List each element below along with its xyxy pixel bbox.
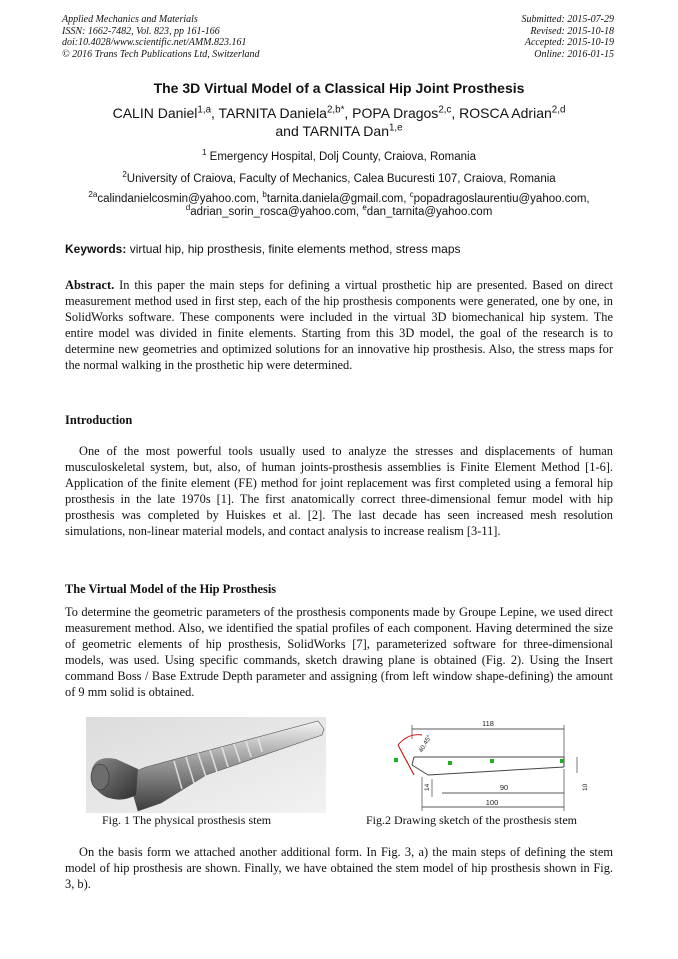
keywords-label: Keywords: (65, 242, 127, 256)
author-superscript: 2,c (438, 104, 452, 116)
fig1-caption: Fig. 1 The physical prosthesis stem (102, 813, 272, 827)
affiliation-superscript: 2 (122, 170, 127, 180)
email-superscript: d (185, 203, 191, 213)
email-address[interactable]: calindanielcosmin@yahoo.com, (97, 193, 263, 205)
author-superscript: 2,d (551, 104, 566, 116)
email-list (60, 190, 618, 219)
copyright-line: © 2016 Trans Tech Publications Ltd, Switzerland (62, 48, 260, 60)
constraint-marker (448, 761, 452, 765)
dim-100-label: 100 (485, 798, 499, 807)
journal-header (62, 14, 260, 60)
author-name: , TARNITA Daniela (211, 105, 327, 121)
email-superscript: e (362, 203, 367, 213)
affiliation-text: University of Craiova, Faculty of Mechanics, Calea Bucuresti 107, Craiova, Romania (126, 173, 556, 185)
author-name: and TARNITA Dan (275, 123, 389, 139)
stem-taper (91, 764, 109, 790)
email-superscript: c (409, 190, 414, 200)
angle-label: 40,45° (417, 734, 434, 754)
introduction-text: One of the most powerful tools usually used to analyze the stresses and displacements of human musculoskeletal system, but, also, of human joints-prosthesis assemblies is Finite Element Method [1-6]. Application of the finite element (FE) method for joint replacement was first completed using a femoral hip prosthesis in the late 1970s [1]. The first anatomically correct three-dimensional femur model with hip prosthesis was completed by Huiskes et al. [2]. The last decade has seen increased mesh resolution simulations, non-linear material models, and contact analysis to increase realism [3-11]. (65, 444, 613, 538)
abstract-label: Abstract. (65, 278, 115, 292)
email-address[interactable]: adrian_sorin_rosca@yahoo.com, (190, 206, 363, 218)
constraint-marker (560, 759, 564, 763)
author-name: , ROSCA Adrian (451, 105, 552, 121)
author-superscript: 1,a (197, 104, 212, 116)
prosthesis-stem-photo (86, 717, 326, 813)
paper-title: The 3D Virtual Model of a Classical Hip Joint Prosthesis (153, 80, 525, 96)
dim-90-label: 90 (499, 783, 509, 792)
virtual-model-text: To determine the geometric parameters of the prosthesis components made by Groupe Lepine, we used direct measurement method. Also, we identified the spatial profiles of each component. Having determined the size of geometric elements of hip prosthesis, SolidWorks [7], parameterized software for three-dimensional models, was used. Using specific commands, sketch drawing plane is obtained (Fig. 2). Using the Insert command Boss / Base Extrude Depth parameter and assigning (from left window shape-defining) the amount of 9 mm solid is obtained. (65, 605, 613, 699)
author-name: CALIN Daniel (112, 105, 198, 121)
keywords (65, 242, 461, 256)
dim-10-label: 10 (582, 783, 589, 791)
submitted-date: Submitted: 2015-07-29 (521, 14, 614, 25)
doi-line: doi:10.4028/www.scientific.net/AMM.823.161 (62, 37, 247, 48)
affiliation-superscript: 1 (202, 148, 207, 158)
fig2-caption: Fig.2 Drawing sketch of the prosthesis stem (366, 813, 577, 827)
author-superscript: 1,e (388, 122, 403, 134)
introduction-heading: Introduction (65, 413, 133, 427)
affiliation-1 (60, 148, 618, 164)
author-superscript: 2,b* (326, 104, 345, 116)
abstract-text: In this paper the main steps for defining a virtual prosthetic hip are presented. Based on direct measurement method used in first step, each of the hip prosthesis components were generated, one by one, in SolidWorks software. These components were included in the virtual 3D biomechanical hip system. The entire model was divided in finite elements. Starting from this 3D model, the goal of the research is to determine new geometries and optimized solutions for an innovative hip prosthesis. Also, the stress maps for the normal walking in the prosthetic hip were determined. (65, 278, 613, 372)
issn-line: ISSN: 1662-7482, Vol. 823, pp 161-166 (62, 25, 220, 37)
constraint-marker (394, 758, 398, 762)
virtual-model-heading: The Virtual Model of the Hip Prosthesis (65, 582, 277, 596)
email-address[interactable]: tarnita.daniela@gmail.com, (266, 193, 410, 205)
revised-date: Revised: 2015-10-18 (530, 25, 614, 37)
constraint-marker (490, 759, 494, 763)
dim-14-label: 14 (424, 783, 431, 791)
accepted-date: Accepted: 2015-10-19 (524, 37, 614, 48)
closing-text: On the basis form we attached another additional form. In Fig. 3, a) the main steps of defining the stem model of hip prosthesis are shown. Finally, we have obtained the stem model of hip prosthesis shown in Fig. 3, b). (65, 845, 613, 891)
keywords-text: virtual hip, hip prosthesis, finite elements method, stress maps (126, 242, 461, 256)
email-superscript: 2a (88, 190, 98, 200)
email-superscript: b (262, 190, 267, 200)
email-address[interactable]: popadragoslaurentiu@yahoo.com, (413, 193, 590, 205)
dim-118-label: 118 (482, 719, 494, 728)
prosthesis-sketch (392, 717, 602, 813)
affiliation-2 (60, 170, 618, 186)
online-date: Online: 2016-01-15 (534, 48, 614, 60)
abstract (65, 277, 613, 373)
affiliation-text: Emergency Hospital, Dolj County, Craiova, Romania (206, 151, 476, 163)
author-name: , POPA Dragos (344, 105, 439, 121)
email-address[interactable]: dan_tarnita@yahoo.com (366, 206, 493, 218)
dates-header (522, 14, 615, 60)
author-list (60, 104, 618, 140)
journal-name: Applied Mechanics and Materials (62, 14, 198, 25)
